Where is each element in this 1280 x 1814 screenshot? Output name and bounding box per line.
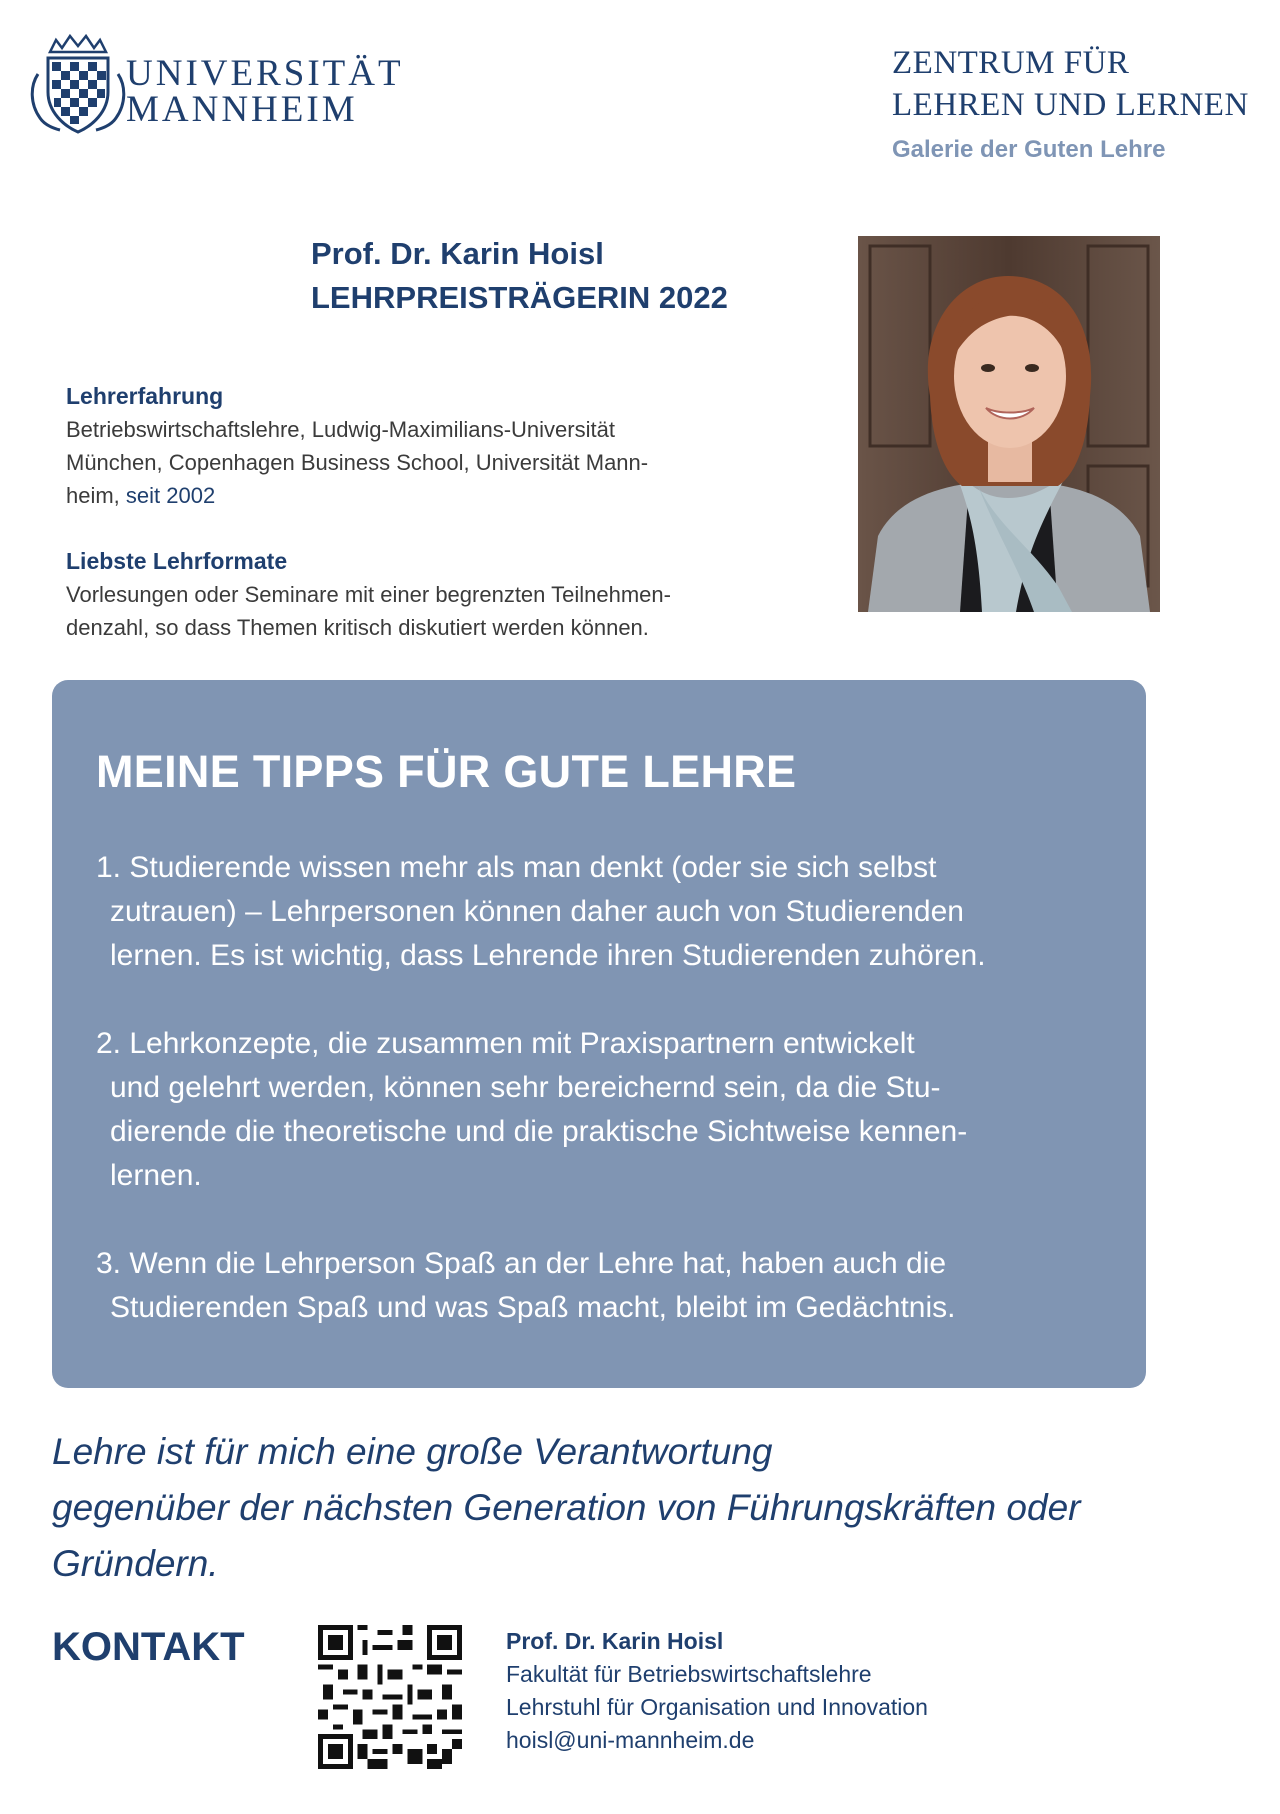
teaching-experience-heading: Lehrerfahrung [66,383,224,409]
university-crest-icon [30,34,126,138]
favorite-formats-line2: denzahl, so dass Themen kritisch diskutiert werden können. [66,615,649,640]
portrait-photo [858,236,1160,612]
contact-email[interactable]: hoisl@uni-mannheim.de [506,1727,755,1753]
center-name-line1: ZENTRUM FÜR [892,45,1130,81]
teaching-experience-line2: München, Copenhagen Business School, Universität Mann- [66,450,649,475]
contact-name: Prof. Dr. Karin Hoisl [506,1628,724,1654]
tip-item [96,846,1106,978]
quote-line1: Lehre ist für mich eine große Verantwortung [52,1431,773,1472]
contact-label: KONTAKT [52,1625,245,1669]
gallery-subtitle: Galerie der Guten Lehre [892,136,1166,163]
tips-title: MEINE TIPPS FÜR GUTE LEHRE [96,746,797,797]
profile-name: Prof. Dr. Karin Hoisl [311,236,604,271]
university-name [126,53,404,130]
teaching-experience-line3-start: heim, [66,483,120,508]
tip-line: 1. Studierende wissen mehr als man denkt (oder sie sich selbst [96,851,937,884]
tip-line: und gelehrt werden, können sehr bereichernd sein, da die Stu- [110,1071,941,1104]
contact-faculty: Fakultät für Betriebswirtschaftslehre [506,1661,872,1687]
profile-title [311,232,728,320]
award-title: LEHRPREISTRÄGERIN 2022 [311,280,728,315]
tip-line: dierende die theoretische und die praktische Sichtweise kennen- [110,1115,968,1148]
tip-line: lernen. [110,1159,202,1192]
tip-line: 3. Wenn die Lehrperson Spaß an der Lehre hat, haben auch die [96,1247,947,1280]
tip-line: zutrauen) – Lehrpersonen können daher auch von Studierenden [110,895,964,928]
favorite-formats-heading: Liebste Lehrformate [66,548,288,574]
university-name-line2: MANNHEIM [126,89,358,130]
qr-code-icon[interactable] [318,1625,462,1769]
quote-line2: gegenüber der nächsten Generation von Führungskräften oder [52,1487,1081,1528]
tip-line: lernen. Es ist wichtig, dass Lehrende ihren Studierenden zuhören. [110,939,986,972]
tip-item [96,1022,1106,1198]
teaching-quote [52,1424,1232,1592]
quote-line3: Gründern. [52,1543,219,1584]
teaching-experience-line3 [66,479,786,512]
tip-item [96,1242,1106,1330]
tip-line: Studierenden Spaß und was Spaß macht, bleibt im Gedächtnis. [110,1291,956,1324]
center-name-line2: LEHREN UND LERNEN [892,87,1249,123]
center-name [892,42,1249,126]
teaching-experience-since: seit 2002 [125,483,216,508]
teaching-experience [66,380,786,512]
university-logo [30,34,404,138]
favorite-formats [66,545,786,644]
contact-details [506,1625,928,1757]
tip-line: 2. Lehrkonzepte, die zusammen mit Praxispartnern entwickelt [96,1027,915,1060]
university-name-line1: UNIVERSITÄT [126,53,404,94]
favorite-formats-line1: Vorlesungen oder Seminare mit einer begrenzten Teilnehmen- [66,582,671,607]
tips-box [52,680,1146,1388]
contact-chair: Lehrstuhl für Organisation und Innovation [506,1694,928,1720]
teaching-experience-line1: Betriebswirtschaftslehre, Ludwig-Maximilians-Universität [66,417,615,442]
portrait-icon [858,236,1160,612]
